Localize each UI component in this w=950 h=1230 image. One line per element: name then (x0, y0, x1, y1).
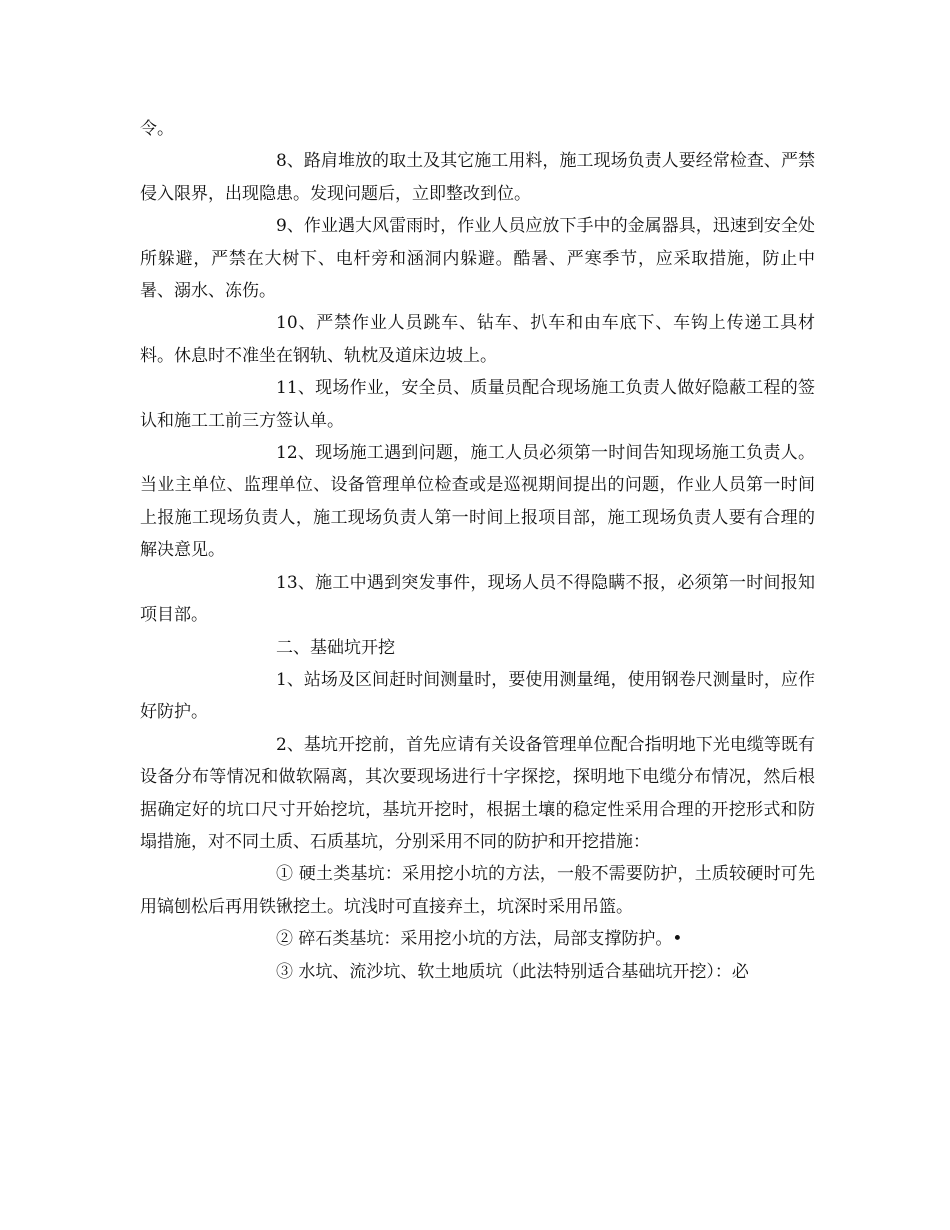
paragraph-item-9: 9、作业遇大风雷雨时，作业人员应放下手中的金属器具，迅速到安全处所躲避，严禁在大树下、电杆旁和涵洞内躲避。酷暑、严寒季节，应采取措施，防止中暑、溺水、冻伤。 (140, 216, 815, 302)
document-body (140, 113, 815, 988)
paragraph-excavation-1: 1、站场及区间赶时间测量时，要使用测量绳，使用钢卷尺测量时，应作好防护。 (140, 669, 815, 723)
paragraph-hard-soil: ① 硬土类基坑：采用挖小坑的方法，一般不需要防护，土质较硬时可先用镐刨松后再用铁锹挖土。坑浅时可直接弃土，坑深时采用吊篮。 (140, 864, 815, 917)
paragraph-item-12: 12、现场施工遇到问题，施工人员必须第一时间告知现场施工负责人。当业主单位、监理单位、设备管理单位检查或是巡视期间提出的问题，作业人员第一时间上报施工现场负责人，施工现场负责人第一时间上报项目部，施工现场负责人要有合理的解决意见。 (140, 443, 815, 561)
paragraph-continuation: 令。 (140, 119, 174, 139)
paragraph-item-13: 13、施工中遇到突发事件，现场人员不得隐瞒不报，必须第一时间报知项目部。 (140, 572, 815, 626)
paragraph-water-sand: ③ 水坑、流沙坑、软土地质坑（此法特别适合基础坑开挖）：必 (276, 961, 749, 982)
section-heading: 二、基础坑开挖 (276, 637, 395, 658)
paragraph-excavation-2: 2、基坑开挖前，首先应请有关设备管理单位配合指明地下光电缆等既有设备分布等情况和做软隔离，其次要现场进行十字探挖，探明地下电缆分布情况，然后根据确定好的坑口尺寸开始挖坑，基坑开挖时，根据土壤的稳定性采用合理的开挖形式和防塌措施，对不同土质、石质基坑，分别采用不同的防护和开挖措施： (140, 734, 815, 852)
paragraph-item-10: 10、严禁作业人员跳车、钻车、扒车和由车底下、车钩上传递工具材料。休息时不准坐在钢轨、轨枕及道床边坡上。 (140, 313, 815, 366)
paragraph-item-8: 8、路肩堆放的取土及其它施工用料，施工现场负责人要经常检查、严禁侵入限界，出现隐患。发现问题后，立即整改到位。 (140, 151, 815, 204)
paragraph-item-11: 11、现场作业，安全员、质量员配合现场施工负责人做好隐蔽工程的签认和施工工前三方签认单。 (140, 378, 815, 431)
paragraph-gravel: ② 碎石类基坑：采用挖小坑的方法，局部支撑防护。• (276, 929, 683, 950)
